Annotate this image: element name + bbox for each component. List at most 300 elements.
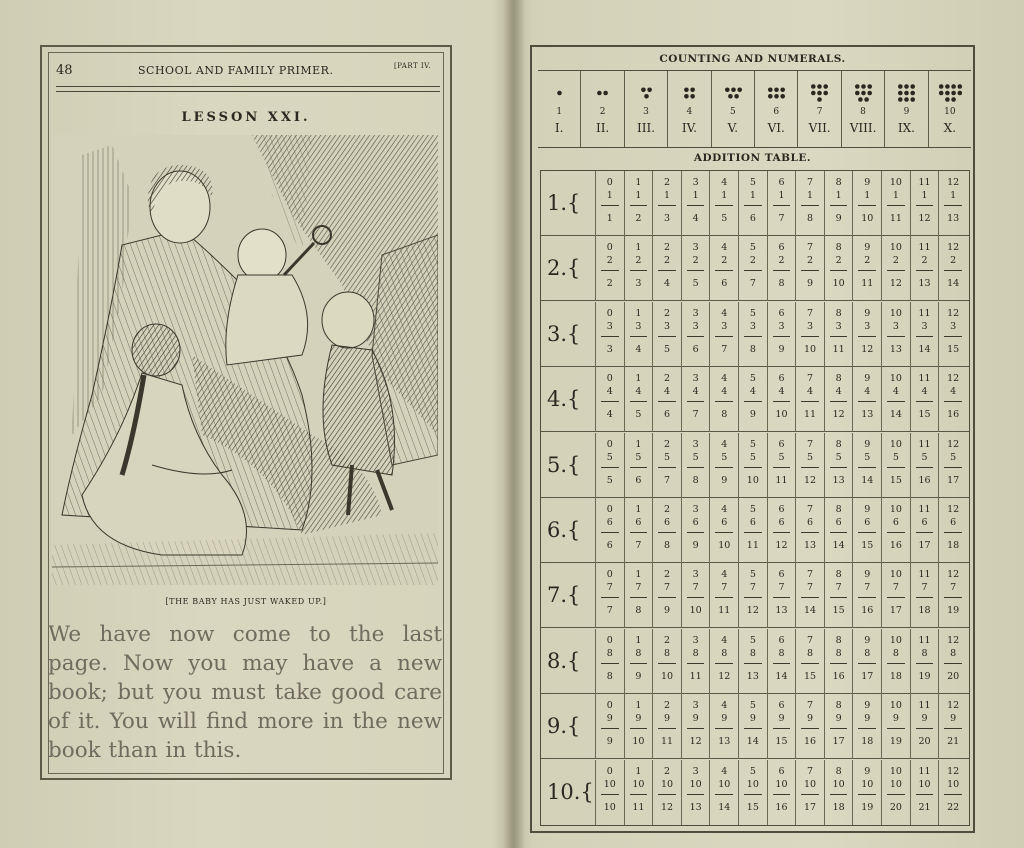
addition-cell [824, 367, 853, 432]
addition-cell [709, 367, 738, 432]
addend: 4 [892, 386, 899, 398]
addend: 3 [892, 320, 899, 332]
addend: 7 [807, 177, 814, 188]
addend: 9 [921, 713, 928, 725]
sum-rule [658, 728, 676, 729]
addend: 1 [635, 634, 642, 646]
addend: 3 [778, 320, 785, 332]
sum-rule [773, 401, 791, 402]
addend: 8 [749, 647, 756, 659]
count-dots [538, 77, 581, 109]
sum: 10 [718, 540, 731, 551]
sum: 10 [804, 343, 817, 355]
addend: 10 [632, 778, 645, 790]
sum: 16 [775, 801, 788, 813]
addend: 5 [864, 451, 871, 463]
addend: 7 [807, 765, 814, 777]
addition-cell [824, 433, 853, 498]
addend: 9 [864, 242, 871, 254]
addend: 4 [721, 765, 728, 777]
addition-cell [881, 629, 910, 694]
addend: 3 [864, 320, 871, 332]
addition-cell [595, 367, 624, 432]
addition-cell [767, 629, 796, 694]
addend: 12 [947, 700, 960, 712]
sum: 15 [832, 605, 845, 617]
sum: 13 [832, 474, 845, 486]
addition-cell [767, 433, 796, 498]
addition-cell [681, 629, 710, 694]
sum: 13 [775, 605, 788, 617]
addend: 2 [892, 255, 899, 267]
sum: 21 [918, 801, 931, 813]
sum: 19 [889, 736, 902, 748]
addition-cell [652, 760, 681, 825]
sum-rule [887, 794, 905, 795]
count-dot [598, 91, 603, 96]
addend: 4 [749, 386, 756, 398]
addition-cell [624, 629, 653, 694]
sum-rule [658, 401, 676, 402]
addend: 4 [807, 386, 814, 398]
sum: 13 [689, 801, 702, 813]
sum: 4 [692, 213, 699, 224]
addend: 5 [721, 451, 728, 463]
addend: 10 [889, 778, 902, 790]
sum: 14 [861, 474, 874, 486]
addend: 2 [664, 438, 671, 450]
sum: 14 [918, 343, 931, 355]
addend: 10 [918, 778, 931, 790]
sum-rule [601, 728, 619, 729]
count-dot [861, 84, 866, 89]
addition-cell [624, 760, 653, 825]
addend: 9 [864, 504, 871, 515]
addition-cell [767, 563, 796, 628]
addend: 6 [864, 517, 871, 528]
addition-cell [938, 433, 967, 498]
addend: 0 [606, 307, 613, 319]
addend: 3 [692, 504, 699, 515]
sum-rule [773, 728, 791, 729]
sum: 3 [606, 343, 613, 355]
sum: 18 [918, 605, 931, 617]
sum: 8 [664, 540, 671, 551]
addend: 10 [889, 569, 902, 581]
addend: 12 [947, 242, 960, 254]
addition-cell [709, 629, 738, 694]
sum-rule [601, 336, 619, 337]
count-dot [858, 97, 863, 102]
addition-row-label: 9.{ [547, 714, 581, 739]
roman-numeral: IX. [897, 121, 915, 135]
addend: 12 [947, 438, 960, 450]
sum-rule [887, 205, 905, 206]
sum-rule [715, 663, 733, 664]
addend: 4 [721, 504, 728, 515]
addition-cell [824, 760, 853, 825]
sum: 21 [947, 736, 960, 748]
addend: 6 [721, 517, 728, 528]
addend: 10 [689, 778, 702, 790]
sum: 15 [746, 801, 759, 813]
count-dot [731, 88, 736, 93]
addend: 9 [950, 713, 957, 725]
count-dot [604, 91, 609, 96]
sum-rule [916, 663, 934, 664]
sum: 15 [804, 670, 817, 682]
sum-rule [715, 467, 733, 468]
sum: 7 [749, 278, 756, 290]
sum-rule [773, 532, 791, 533]
addend: 6 [664, 517, 671, 528]
addition-row-label: 6.{ [547, 518, 581, 542]
sum-rule [630, 794, 648, 795]
addend: 9 [864, 700, 871, 712]
addend: 3 [835, 320, 842, 332]
count-dots [755, 77, 798, 109]
addend: 1 [950, 190, 957, 201]
addend: 6 [807, 517, 814, 528]
sum: 5 [606, 474, 613, 486]
addition-row [541, 433, 969, 498]
addend: 4 [921, 386, 928, 398]
addition-cell [738, 629, 767, 694]
sum-rule [858, 401, 876, 402]
addition-cell [881, 694, 910, 759]
addend: 3 [749, 320, 756, 332]
addend: 6 [921, 517, 928, 528]
count-dot [691, 88, 696, 93]
addition-cell [709, 694, 738, 759]
addend: 10 [603, 778, 616, 790]
addition-row-label: 3.{ [547, 321, 581, 346]
addend: 11 [918, 242, 931, 254]
addend: 7 [807, 634, 814, 646]
addition-row-label: 4.{ [547, 387, 581, 412]
sum-rule [601, 401, 619, 402]
sum: 3 [664, 213, 671, 224]
counting-numerals-row [538, 70, 971, 148]
sum: 12 [718, 670, 731, 682]
roman-numeral: V. [727, 121, 739, 135]
addition-cell [652, 302, 681, 367]
sum-rule [715, 205, 733, 206]
addend: 2 [664, 177, 671, 188]
addition-cell [938, 760, 967, 825]
addend: 2 [664, 700, 671, 712]
addend: 10 [889, 765, 902, 777]
addition-cell [852, 694, 881, 759]
sum: 11 [746, 540, 759, 551]
sum: 9 [778, 343, 785, 355]
addition-cell [881, 302, 910, 367]
sum: 13 [746, 670, 759, 682]
sum-rule [830, 270, 848, 271]
addition-cell [624, 433, 653, 498]
sum: 10 [632, 736, 645, 748]
sum-rule [773, 794, 791, 795]
addition-row [541, 629, 969, 694]
sum: 11 [775, 474, 788, 486]
addition-row [541, 563, 969, 628]
sum-rule [944, 336, 962, 337]
sum: 7 [606, 605, 613, 617]
addend: 6 [892, 517, 899, 528]
sum-rule [658, 336, 676, 337]
addition-cell [738, 367, 767, 432]
addend: 3 [692, 373, 699, 385]
addition-cell [824, 498, 853, 563]
sum: 13 [804, 540, 817, 551]
addend: 1 [635, 438, 642, 450]
count-dot [734, 94, 739, 99]
addend: 5 [950, 451, 957, 463]
addend: 5 [749, 634, 756, 646]
sum: 9 [835, 213, 842, 224]
addition-cell [824, 563, 853, 628]
sum-rule [658, 270, 676, 271]
addend: 10 [832, 778, 845, 790]
sum-rule [687, 663, 705, 664]
addition-row-label: 1.{ [547, 191, 581, 215]
addend: 7 [807, 569, 814, 581]
count-dot [911, 97, 916, 102]
arabic-numeral: 1 [556, 107, 563, 117]
addition-cell [881, 760, 910, 825]
addition-cell [881, 563, 910, 628]
addend: 5 [892, 451, 899, 463]
addend: 8 [606, 647, 613, 659]
addition-cell [738, 302, 767, 367]
count-dot [939, 84, 944, 89]
addend: 7 [721, 582, 728, 594]
sum-rule [944, 728, 962, 729]
addend: 1 [635, 190, 642, 201]
sum: 4 [664, 278, 671, 290]
addend: 3 [921, 320, 928, 332]
addend: 3 [692, 569, 699, 581]
addend: 1 [807, 190, 814, 201]
sum: 10 [746, 474, 759, 486]
addend: 2 [749, 255, 756, 267]
addend: 9 [864, 713, 871, 725]
addition-cell [767, 367, 796, 432]
count-dot [945, 84, 950, 89]
sum-rule [858, 728, 876, 729]
count-dots [798, 77, 841, 109]
sum: 8 [807, 213, 814, 224]
addition-cell [767, 171, 796, 236]
sum: 11 [861, 278, 874, 290]
count-dot [855, 91, 860, 96]
sum-rule [687, 728, 705, 729]
addend: 4 [864, 386, 871, 398]
addend: 9 [721, 713, 728, 725]
addend: 2 [807, 255, 814, 267]
addend: 4 [950, 386, 957, 398]
addend: 8 [664, 647, 671, 659]
sum-rule [630, 270, 648, 271]
addend: 1 [635, 765, 642, 777]
roman-numeral: I. [554, 121, 564, 135]
addition-cell [624, 236, 653, 301]
sum: 16 [918, 474, 931, 486]
sum: 4 [606, 409, 613, 421]
addend: 1 [635, 242, 642, 254]
addend: 6 [778, 765, 785, 777]
count-dot [684, 88, 689, 93]
sum-rule [801, 205, 819, 206]
sum-rule [858, 532, 876, 533]
addend: 3 [692, 307, 699, 319]
engraving-illustration [52, 135, 438, 585]
addend: 2 [778, 255, 785, 267]
sum: 6 [635, 474, 642, 486]
addend: 8 [835, 647, 842, 659]
addend: 1 [692, 190, 699, 201]
addition-cell [738, 563, 767, 628]
addition-cell [652, 563, 681, 628]
addend: 3 [692, 700, 699, 712]
addition-cell [681, 498, 710, 563]
count-dots [929, 77, 972, 109]
addend: 11 [918, 504, 931, 515]
addition-cell [824, 694, 853, 759]
sum-rule [715, 270, 733, 271]
addend: 12 [947, 177, 960, 188]
addend: 8 [835, 569, 842, 581]
addend: 5 [635, 451, 642, 463]
addend: 8 [721, 647, 728, 659]
count-dot [911, 91, 916, 96]
count-dot [898, 97, 903, 102]
sum: 17 [918, 540, 931, 551]
sum-rule [687, 532, 705, 533]
sum: 15 [775, 736, 788, 748]
sum: 13 [861, 409, 874, 421]
addend: 9 [692, 713, 699, 725]
sum-rule [916, 532, 934, 533]
addend: 1 [635, 177, 642, 188]
addition-cell [767, 236, 796, 301]
sum-rule [858, 336, 876, 337]
addend: 4 [721, 438, 728, 450]
sum: 18 [832, 801, 845, 813]
addition-cell [624, 694, 653, 759]
sum-rule [601, 270, 619, 271]
addend: 0 [606, 242, 613, 254]
addend: 8 [864, 647, 871, 659]
sum: 19 [947, 605, 960, 617]
addend: 6 [950, 517, 957, 528]
count-dot [818, 97, 823, 102]
addition-cell [709, 563, 738, 628]
addend: 8 [835, 177, 842, 188]
addition-cell [738, 433, 767, 498]
addend: 2 [664, 765, 671, 777]
count-dot [725, 88, 730, 93]
sum: 18 [861, 736, 874, 748]
sum-rule [916, 205, 934, 206]
sum-rule [944, 270, 962, 271]
addend: 2 [664, 255, 671, 267]
sum: 14 [947, 278, 960, 290]
addition-cell [795, 694, 824, 759]
sum: 9 [635, 670, 642, 682]
sum: 9 [721, 474, 728, 486]
addend: 7 [692, 582, 699, 594]
roman-numeral: IV. [681, 121, 697, 135]
sum-rule [658, 532, 676, 533]
addend: 12 [947, 569, 960, 581]
sum-rule [944, 401, 962, 402]
sum: 16 [947, 409, 960, 421]
addend: 0 [606, 765, 613, 777]
sum-rule [887, 663, 905, 664]
sum: 7 [692, 409, 699, 421]
addend: 6 [692, 517, 699, 528]
addition-cell [624, 367, 653, 432]
sum: 6 [721, 278, 728, 290]
count-dot [774, 94, 779, 99]
count-dot [824, 91, 829, 96]
sum-rule [944, 205, 962, 206]
addition-cell [709, 760, 738, 825]
numeral-cell [711, 71, 754, 147]
addend: 7 [807, 582, 814, 594]
count-dot [811, 84, 816, 89]
addend: 0 [606, 569, 613, 581]
running-title: SCHOOL AND FAMILY PRIMER. [138, 64, 334, 77]
addend: 0 [606, 438, 613, 450]
sum-rule [687, 794, 705, 795]
sum: 18 [889, 670, 902, 682]
addend: 4 [778, 386, 785, 398]
addend: 6 [778, 373, 785, 385]
addition-cell [910, 171, 939, 236]
count-dots [668, 77, 711, 109]
addend: 7 [807, 373, 814, 385]
addition-cell [595, 171, 624, 236]
book-gutter [503, 0, 525, 848]
addend: 8 [835, 700, 842, 712]
addition-table-title: ADDITION TABLE. [693, 152, 812, 164]
addend: 9 [864, 177, 871, 188]
count-dot [855, 84, 860, 89]
addend: 4 [692, 386, 699, 398]
count-dot [780, 94, 785, 99]
numeral-cell [797, 71, 840, 147]
addend: 6 [778, 307, 785, 319]
addend: 2 [864, 255, 871, 267]
count-dot [957, 84, 962, 89]
count-dot [911, 84, 916, 89]
sum-rule [715, 532, 733, 533]
addend: 8 [835, 373, 842, 385]
addition-cell [824, 171, 853, 236]
sum: 19 [861, 801, 874, 813]
sum-rule [801, 401, 819, 402]
addend: 9 [778, 713, 785, 725]
sum-rule [858, 597, 876, 598]
addend: 10 [746, 778, 759, 790]
sum: 12 [746, 605, 759, 617]
addition-cell [910, 629, 939, 694]
addition-cell [938, 563, 967, 628]
addition-cell [681, 760, 710, 825]
addition-row [541, 171, 969, 236]
